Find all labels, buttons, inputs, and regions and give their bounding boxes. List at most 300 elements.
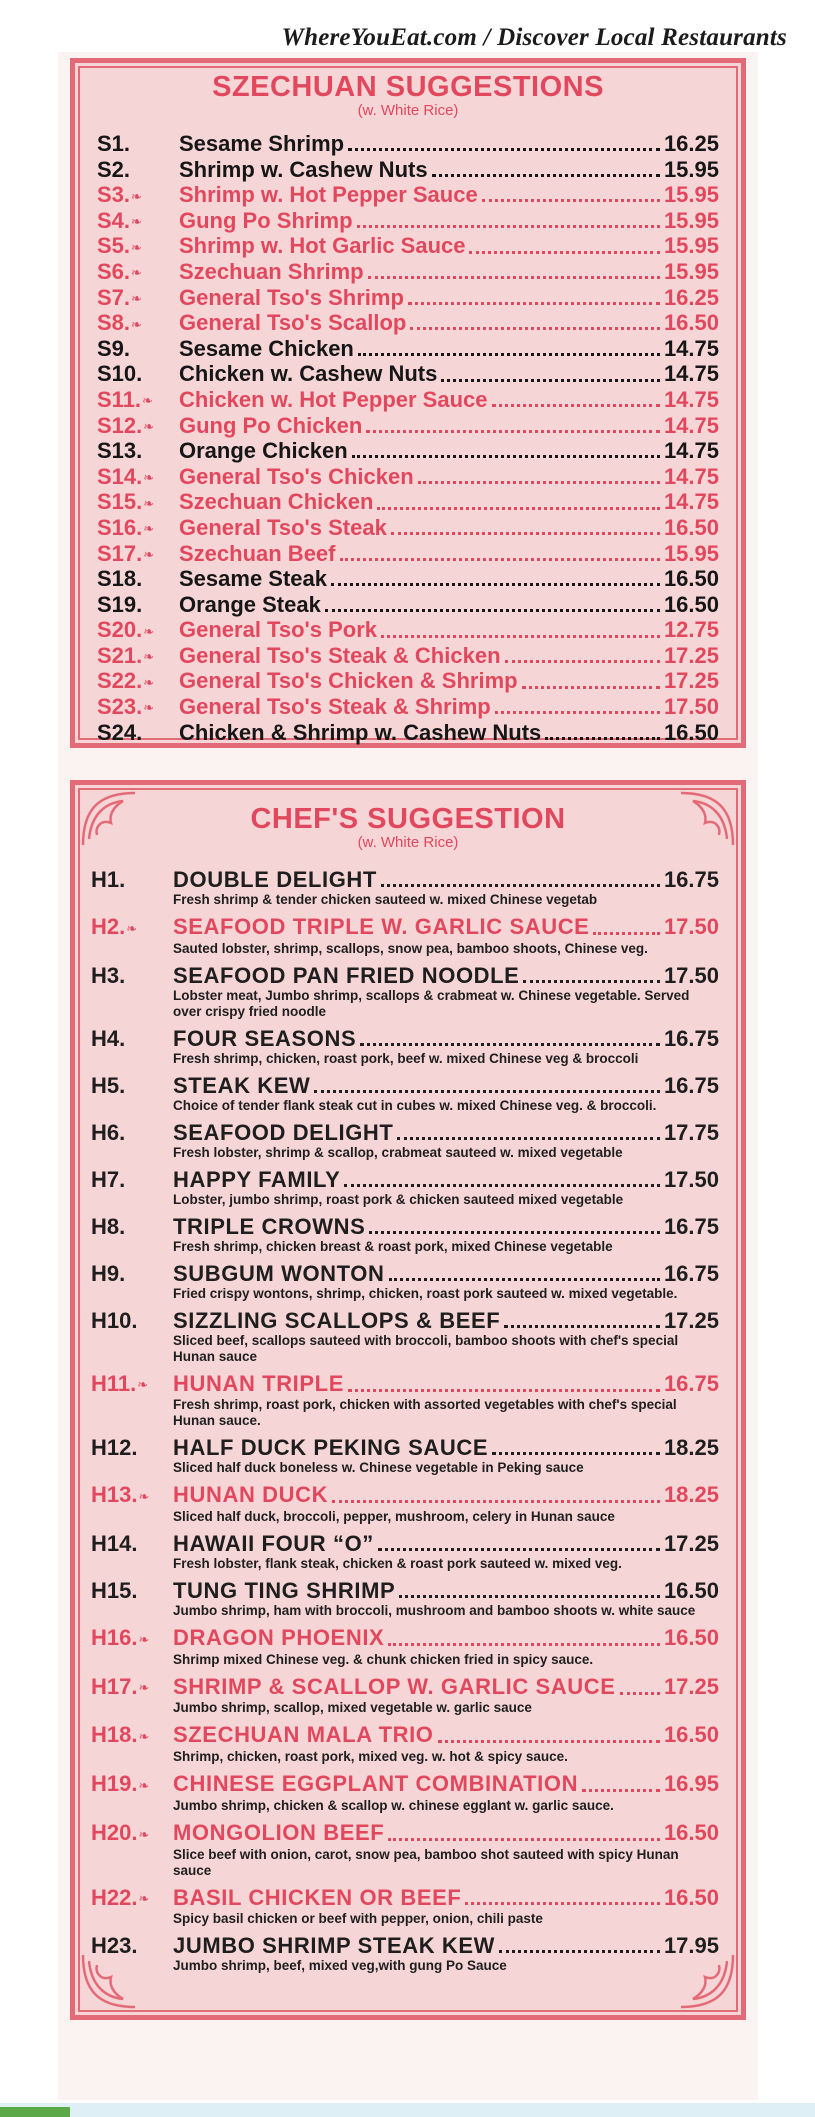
item-price: 14.75 — [663, 361, 719, 387]
item-price: 16.75 — [663, 1213, 719, 1239]
item-code — [91, 1435, 173, 1460]
hot-pepper-icon: ❧ — [138, 1891, 150, 1907]
list-item — [91, 1167, 719, 1208]
list-item — [91, 1820, 719, 1879]
item-name: HAWAII FOUR “O” — [173, 1531, 374, 1557]
item-price: 17.50 — [663, 914, 719, 939]
item-code — [91, 1933, 173, 1958]
item-name: Szechuan Beef — [179, 540, 336, 566]
item-code — [91, 1482, 173, 1509]
item-price: 16.50 — [663, 1884, 719, 1910]
item-row — [91, 1578, 719, 1603]
item-name: FOUR SEASONS — [173, 1025, 357, 1051]
item-name: CHINESE EGGPLANT COMBINATION — [173, 1771, 579, 1797]
item-code-text: H4. — [91, 1025, 126, 1051]
item-row — [91, 1308, 719, 1333]
hot-pepper-icon: ❧ — [143, 623, 155, 639]
item-code-text: H17. — [91, 1673, 138, 1699]
item-code-text: S15. — [97, 489, 143, 515]
item-price: 16.50 — [663, 1625, 719, 1651]
item-price: 16.75 — [663, 867, 719, 892]
list-item — [91, 1026, 719, 1067]
szechuan-section — [70, 58, 746, 748]
list-item — [91, 1435, 719, 1476]
dot-leader — [381, 884, 660, 887]
item-code-text: S10. — [97, 361, 143, 387]
item-price: 16.25 — [663, 284, 719, 310]
item-code-text: S22. — [97, 668, 143, 694]
item-price: 15.95 — [663, 233, 719, 259]
item-price: 16.50 — [663, 310, 719, 336]
item-name: General Tso's Chicken — [179, 463, 414, 489]
item-code-text: H14. — [91, 1531, 138, 1557]
section-subtitle: (w. White Rice) — [357, 834, 459, 851]
item-code-text: S18. — [97, 566, 143, 592]
hot-pepper-icon: ❧ — [142, 393, 153, 409]
dot-leader — [522, 686, 660, 689]
list-item — [91, 1120, 719, 1161]
item-code-text: S3. — [97, 182, 131, 208]
dot-leader — [492, 404, 660, 407]
item-code — [97, 208, 179, 235]
dot-leader — [332, 1500, 660, 1503]
item-name: General Tso's Chicken & Shrimp — [179, 668, 518, 694]
item-price: 16.50 — [663, 1722, 719, 1748]
item-price: 17.50 — [663, 694, 719, 720]
item-code — [97, 720, 179, 746]
item-name: Chicken & Shrimp w. Cashew Nuts — [179, 719, 542, 745]
item-code-text: S1. — [97, 131, 131, 156]
item-name: Shrimp w. Hot Pepper Sauce — [179, 182, 478, 208]
item-price: 17.25 — [663, 668, 719, 694]
item-row — [91, 1885, 719, 1912]
item-name: Szechuan Chicken — [179, 489, 374, 515]
item-name: General Tso's Shrimp — [179, 284, 404, 310]
item-price: 17.75 — [663, 1119, 719, 1145]
item-code — [97, 387, 179, 414]
item-price: 16.95 — [663, 1771, 719, 1797]
list-item — [91, 867, 719, 908]
list-item — [91, 1722, 719, 1765]
dot-leader — [391, 532, 660, 535]
item-price: 14.75 — [663, 412, 719, 438]
item-code — [97, 489, 179, 516]
item-code — [91, 867, 173, 892]
item-code-text: S21. — [97, 642, 143, 668]
dot-leader — [344, 1184, 660, 1187]
item-code — [97, 668, 179, 695]
item-price: 17.25 — [663, 1673, 719, 1699]
dot-leader — [388, 1643, 660, 1646]
item-description: Shrimp mixed Chinese veg. & chunk chicken fried in spicy sauce. — [173, 1651, 594, 1667]
list-item — [97, 541, 719, 567]
dot-leader — [408, 302, 660, 305]
item-price: 14.75 — [663, 386, 719, 412]
list-item — [91, 1214, 719, 1255]
item-description: Shrimp, chicken, roast pork, mixed veg. w. hot & spicy sauce. — [173, 1749, 568, 1765]
hot-pepper-icon: ❧ — [143, 418, 155, 434]
item-code-text: H18. — [91, 1722, 138, 1748]
item-code — [97, 336, 179, 362]
item-code-text: H19. — [91, 1771, 138, 1797]
list-item — [91, 1885, 719, 1928]
item-name: STEAK KEW — [173, 1072, 311, 1098]
item-name: Shrimp w. Hot Garlic Sauce — [179, 233, 466, 259]
dot-leader — [360, 1043, 660, 1046]
hot-pepper-icon: ❧ — [143, 495, 155, 511]
item-name: General Tso's Steak & Shrimp — [179, 694, 491, 720]
item-code — [91, 1674, 173, 1701]
item-description: Lobster meat, Jumbo shrimp, scallops & crabmeat w. Chinese vegetable. Served over crispy fried noodle — [173, 987, 690, 1019]
item-description: Sauted lobster, shrimp, scallops, snow pea, bamboo shoots, Chinese veg. — [173, 940, 648, 956]
list-item — [97, 592, 719, 618]
item-name: Gung Po Chicken — [179, 412, 363, 438]
list-item — [91, 963, 719, 1020]
item-row — [91, 1674, 719, 1701]
dot-leader — [368, 276, 660, 279]
item-code — [91, 1214, 173, 1239]
item-code-text: S14. — [97, 463, 143, 489]
dot-leader — [369, 1231, 660, 1234]
list-item — [91, 1261, 719, 1302]
item-name: TRIPLE CROWNS — [173, 1213, 366, 1239]
item-row — [91, 963, 719, 988]
item-description: Fried crispy wontons, shrimp, chicken, roast pork sauteed w. mixed vegetable. — [173, 1285, 678, 1301]
dot-leader — [465, 1902, 659, 1905]
hot-pepper-icon: ❧ — [143, 700, 155, 716]
section-title: SZECHUAN SUGGESTIONS — [212, 71, 604, 103]
item-price: 16.25 — [663, 131, 719, 156]
hot-pepper-icon: ❧ — [131, 239, 142, 255]
item-name: Sesame Steak — [179, 566, 327, 592]
item-name: General Tso's Steak & Chicken — [179, 642, 501, 668]
hot-pepper-icon: ❧ — [131, 265, 142, 281]
item-description: Fresh shrimp, chicken, roast pork, beef w. mixed Chinese veg & broccoli — [173, 1050, 639, 1066]
dot-leader — [348, 148, 660, 151]
list-item — [97, 413, 719, 439]
item-price: 17.25 — [663, 1307, 719, 1333]
item-code-text: S7. — [97, 284, 131, 310]
item-price: 17.95 — [663, 1933, 719, 1959]
item-code — [97, 285, 179, 312]
item-code-text: H11. — [91, 1370, 137, 1396]
item-price: 16.75 — [663, 1370, 719, 1396]
item-row — [91, 1435, 719, 1460]
chef-list — [91, 867, 719, 1980]
item-price: 16.50 — [663, 591, 719, 617]
item-code — [91, 1167, 173, 1192]
item-description: Jumbo shrimp, ham with broccoli, mushroom and bamboo shoots w. white sauce — [173, 1603, 696, 1619]
hot-pepper-icon: ❧ — [131, 214, 142, 230]
dot-leader — [399, 1595, 660, 1598]
list-item — [97, 361, 719, 387]
list-item — [97, 438, 719, 464]
item-code — [97, 157, 179, 183]
item-code — [97, 592, 179, 618]
item-code-text: S9. — [97, 335, 131, 361]
hot-pepper-icon: ❧ — [131, 290, 142, 306]
item-name: HALF DUCK PEKING SAUCE — [173, 1435, 489, 1461]
item-description: Jumbo shrimp, scallop, mixed vegetable w. garlic sauce — [173, 1700, 532, 1716]
dot-leader — [340, 558, 660, 561]
item-name: SEAFOOD DELIGHT — [173, 1119, 394, 1145]
item-price: 17.25 — [663, 1531, 719, 1557]
dot-leader — [593, 932, 659, 935]
dot-leader — [469, 251, 659, 254]
dot-leader — [389, 1278, 660, 1281]
dot-leader — [358, 353, 660, 356]
dot-leader — [357, 225, 660, 228]
item-description: Sliced beef, scallops sauteed with broccoli, bamboo shoots with chef's special Hunan sauce — [173, 1332, 679, 1364]
dot-leader — [377, 507, 660, 510]
hot-pepper-icon: ❧ — [131, 316, 142, 332]
list-item — [97, 515, 719, 541]
item-code-text: H9. — [91, 1260, 126, 1286]
item-code — [91, 1722, 173, 1749]
item-name: DRAGON PHOENIX — [173, 1625, 385, 1651]
list-item — [97, 617, 719, 643]
item-code-text: H8. — [91, 1213, 126, 1239]
list-item — [97, 668, 719, 694]
dot-leader — [441, 379, 660, 382]
item-code-text: H20. — [91, 1819, 138, 1845]
dot-leader — [314, 1090, 660, 1093]
item-price: 12.75 — [663, 617, 719, 643]
item-row — [91, 1933, 719, 1958]
list-item — [97, 233, 719, 259]
list-item — [97, 694, 719, 720]
item-name: DOUBLE DELIGHT — [173, 867, 377, 892]
item-row — [91, 1026, 719, 1051]
item-description: Sliced half duck, broccoli, pepper, mushroom, celery in Hunan sauce — [173, 1509, 615, 1525]
item-name: SEAFOOD TRIPLE W. GARLIC SAUCE — [173, 914, 590, 939]
item-code — [97, 259, 179, 286]
item-row — [91, 914, 719, 941]
dot-leader — [432, 174, 660, 177]
list-item — [97, 720, 719, 746]
item-code-text: H7. — [91, 1166, 126, 1192]
item-code — [97, 438, 179, 464]
item-code-text: S19. — [97, 591, 143, 617]
item-price: 15.95 — [663, 182, 719, 208]
list-item — [97, 489, 719, 515]
item-code — [91, 1308, 173, 1333]
item-code — [97, 131, 179, 157]
hot-pepper-icon: ❧ — [131, 188, 142, 204]
item-price: 15.95 — [663, 207, 719, 233]
item-code — [97, 233, 179, 260]
item-code — [91, 1120, 173, 1145]
item-code-text: H13. — [91, 1482, 138, 1508]
hot-pepper-icon: ❧ — [126, 920, 138, 936]
list-item — [91, 1482, 719, 1525]
item-code — [91, 914, 173, 941]
item-name: Orange Steak — [179, 591, 321, 617]
section-title: CHEF'S SUGGESTION — [250, 803, 566, 835]
item-price: 14.75 — [663, 438, 719, 464]
item-price: 16.50 — [663, 1819, 719, 1845]
list-item — [91, 1771, 719, 1814]
item-code-text: S5. — [97, 233, 131, 259]
item-price: 15.95 — [663, 540, 719, 566]
item-name: BASIL CHICKEN OR BEEF — [173, 1884, 462, 1910]
list-item — [91, 914, 719, 957]
dot-leader — [499, 1950, 660, 1953]
item-row — [91, 1625, 719, 1652]
dot-leader — [620, 1692, 660, 1695]
item-code-text: H22. — [91, 1884, 138, 1910]
item-code-text: S20. — [97, 617, 143, 643]
list-item — [91, 1578, 719, 1619]
item-code — [91, 1820, 173, 1847]
item-name: JUMBO SHRIMP STEAK KEW — [173, 1933, 496, 1959]
item-code — [97, 566, 179, 592]
item-row — [91, 1771, 719, 1798]
corner-flourish-icon — [677, 789, 737, 849]
list-item — [97, 259, 719, 285]
item-price: 14.75 — [663, 463, 719, 489]
item-name: Sesame Chicken — [179, 335, 354, 361]
item-description: Fresh shrimp, chicken breast & roast pork, mixed Chinese vegetable — [173, 1238, 613, 1254]
item-row — [91, 867, 719, 892]
item-row — [91, 1531, 719, 1556]
item-name: Chicken w. Hot Pepper Sauce — [179, 386, 488, 412]
list-item — [91, 1531, 719, 1572]
dot-leader — [366, 430, 660, 433]
item-code — [97, 413, 179, 440]
dot-leader — [482, 199, 660, 202]
item-code-text: H23. — [91, 1933, 138, 1959]
item-price: 15.95 — [663, 156, 719, 182]
item-name: SUBGUM WONTON — [173, 1260, 385, 1286]
dot-leader — [397, 1137, 659, 1140]
item-code — [97, 643, 179, 670]
item-name: General Tso's Pork — [179, 617, 378, 643]
item-code — [91, 1885, 173, 1912]
item-row — [91, 1482, 719, 1509]
item-code-text: H15. — [91, 1578, 138, 1604]
item-code — [97, 310, 179, 337]
dot-leader — [378, 1548, 660, 1551]
dot-leader — [388, 1838, 660, 1841]
item-price: 15.95 — [663, 258, 719, 284]
item-price: 17.25 — [663, 642, 719, 668]
hot-pepper-icon: ❧ — [138, 1489, 150, 1505]
szechuan-list — [97, 131, 719, 745]
item-code — [97, 464, 179, 491]
item-description: Sliced half duck boneless w. Chinese vegetable in Peking sauce — [173, 1460, 584, 1476]
item-name: Orange Chicken — [179, 438, 348, 464]
dot-leader — [582, 1789, 660, 1792]
item-code — [97, 617, 179, 644]
list-item — [91, 1073, 719, 1114]
hot-pepper-icon: ❧ — [143, 521, 155, 537]
item-name: SZECHUAN MALA TRIO — [173, 1722, 434, 1748]
item-row — [91, 1073, 719, 1098]
item-code — [91, 1026, 173, 1051]
list-item — [97, 464, 719, 490]
item-price: 18.25 — [663, 1435, 719, 1461]
item-description: Fresh lobster, shrimp & scallop, crabmeat sauteed w. mixed vegetable — [173, 1144, 623, 1160]
hot-pepper-icon: ❧ — [143, 649, 155, 665]
item-description: Jumbo shrimp, beef, mixed veg,with gung Po Sauce — [173, 1958, 507, 1974]
dot-leader — [410, 327, 660, 330]
item-code — [97, 182, 179, 209]
dot-leader — [495, 711, 660, 714]
section-subtitle: (w. White Rice) — [357, 102, 459, 119]
item-price: 16.75 — [663, 1025, 719, 1051]
item-code — [91, 1261, 173, 1286]
item-code-text: S23. — [97, 694, 143, 720]
chef-section — [70, 780, 746, 2020]
bottom-strip — [0, 2103, 815, 2117]
dot-leader — [438, 1740, 660, 1743]
item-row — [91, 1820, 719, 1847]
item-name: General Tso's Scallop — [179, 310, 407, 336]
item-code-text: H5. — [91, 1072, 126, 1098]
item-name: HUNAN DUCK — [173, 1482, 329, 1508]
item-code-text: S6. — [97, 258, 131, 284]
item-code-text: S4. — [97, 207, 131, 233]
item-code-text: H1. — [91, 867, 126, 892]
item-code — [97, 694, 179, 721]
item-code — [91, 1578, 173, 1603]
list-item — [97, 566, 719, 592]
item-name: Sesame Shrimp — [179, 131, 345, 156]
item-description: Jumbo shrimp, chicken & scallop w. chinese egglant w. garlic sauce. — [173, 1797, 614, 1813]
item-name: MONGOLION BEEF — [173, 1819, 385, 1845]
item-price: 16.75 — [663, 1072, 719, 1098]
list-item — [97, 336, 719, 362]
item-name: General Tso's Steak — [179, 514, 387, 540]
item-price: 16.75 — [663, 1260, 719, 1286]
item-price: 17.50 — [663, 1166, 719, 1192]
item-price: 14.75 — [663, 489, 719, 515]
hot-pepper-icon: ❧ — [143, 674, 155, 690]
hot-pepper-icon: ❧ — [138, 1826, 150, 1842]
item-name: TUNG TING SHRIMP — [173, 1578, 396, 1604]
list-item — [91, 1674, 719, 1717]
item-row — [91, 1214, 719, 1239]
item-code-text: H3. — [91, 962, 126, 988]
hot-pepper-icon: ❧ — [138, 1777, 150, 1793]
item-code-text: S13. — [97, 438, 143, 464]
dot-leader — [505, 660, 660, 663]
item-name: HUNAN TRIPLE — [173, 1370, 344, 1396]
dot-leader — [348, 1389, 660, 1392]
item-code — [91, 1625, 173, 1652]
item-name: SHRIMP & SCALLOP W. GARLIC SAUCE — [173, 1673, 616, 1699]
item-code-text: H2. — [91, 914, 126, 939]
dot-leader — [331, 583, 660, 586]
list-item — [91, 1371, 719, 1430]
item-price: 16.50 — [663, 719, 719, 745]
item-price: 17.50 — [663, 962, 719, 988]
item-code-text: S8. — [97, 310, 131, 336]
item-description: Choice of tender flank steak cut in cubes w. mixed Chinese veg. & broccoli. — [173, 1097, 657, 1113]
list-item — [91, 1933, 719, 1974]
dot-leader — [504, 1325, 660, 1328]
item-name: HAPPY FAMILY — [173, 1166, 341, 1192]
item-name: Szechuan Shrimp — [179, 258, 364, 284]
item-row — [91, 1167, 719, 1192]
hot-pepper-icon: ❧ — [143, 546, 155, 562]
dot-leader — [352, 455, 660, 458]
item-code — [91, 1371, 173, 1398]
item-description: Slice beef with onion, carot, snow pea, bamboo shot sauteed with spicy Hunan sauce — [173, 1846, 679, 1878]
list-item — [97, 157, 719, 183]
item-code-text: H10. — [91, 1307, 138, 1333]
